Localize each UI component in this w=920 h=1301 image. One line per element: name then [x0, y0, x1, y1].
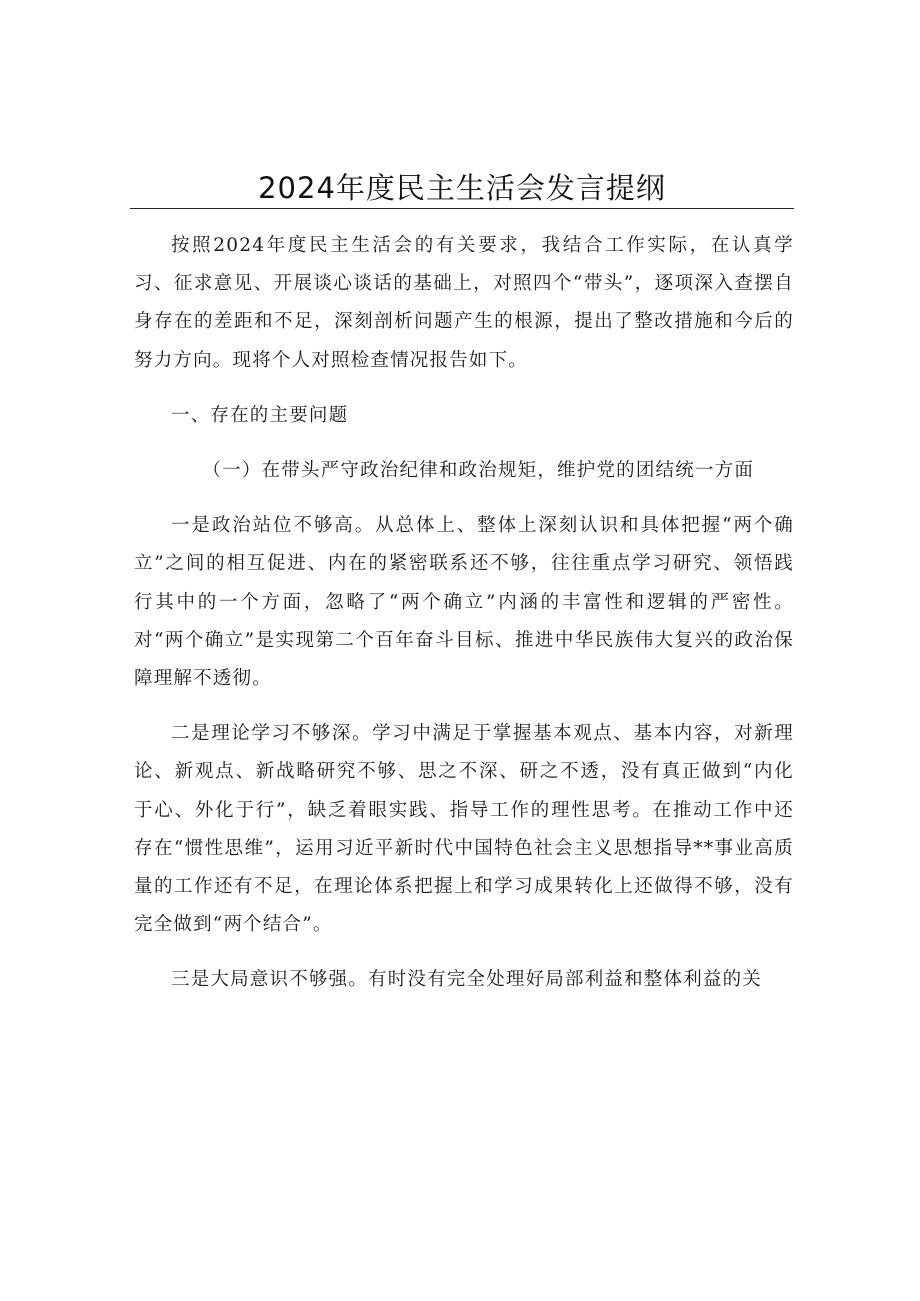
section-heading-main-problems: 一、存在的主要问题 — [171, 404, 349, 426]
document-title: 2024年度民主生活会发言提纲 — [258, 171, 666, 205]
document-body — [134, 227, 794, 1000]
paragraph-point-one: 一是政治站位不够高。从总体上、整体上深刻认识和具体把握“两个确立”之间的相互促进、内在的紧密联系还不够，往往重点学习研究、领悟践行其中的一个方面，忽略了“两个确立”内涵的丰富性和逻辑的严密性。对“两个确立”是实现第二个百年奋斗目标、推进中华民族伟大复兴的政治保障理解不透彻。 — [134, 515, 794, 690]
paragraph-point-two: 二是理论学习不够深。学习中满足于掌握基本观点、基本内容，对新理论、新观点、新战略研究不够、思之不深、研之不透，没有真正做到“内化于心、外化于行”，缺乏着眼实践、指导工作的理性思考。在推动工作中还存在“惯性思维”，运用习近平新时代中国特色社会主义思想指导**事业高质量的工作还有不足，在理论体系把握上和学习成果转化上还做得不够，没有完全做到“两个结合”。 — [134, 723, 794, 936]
title-divider — [130, 208, 794, 209]
paragraph-point-three: 三是大局意识不够强。有时没有完全处理好局部利益和整体利益的关 — [171, 969, 763, 991]
paragraph-intro: 按照2024年度民主生活会的有关要求，我结合工作实际，在认真学习、征求意见、开展谈心谈话的基础上，对照四个“带头”，逐项深入查摆自身存在的差距和不足，深刻剖析问题产生的根源，提出了整改措施和今后的努力方向。现将个人对照检查情况报告如下。 — [134, 235, 794, 371]
subsection-heading-political-discipline: （一）在带头严守政治纪律和政治规矩，维护党的团结统一方面 — [202, 460, 755, 482]
